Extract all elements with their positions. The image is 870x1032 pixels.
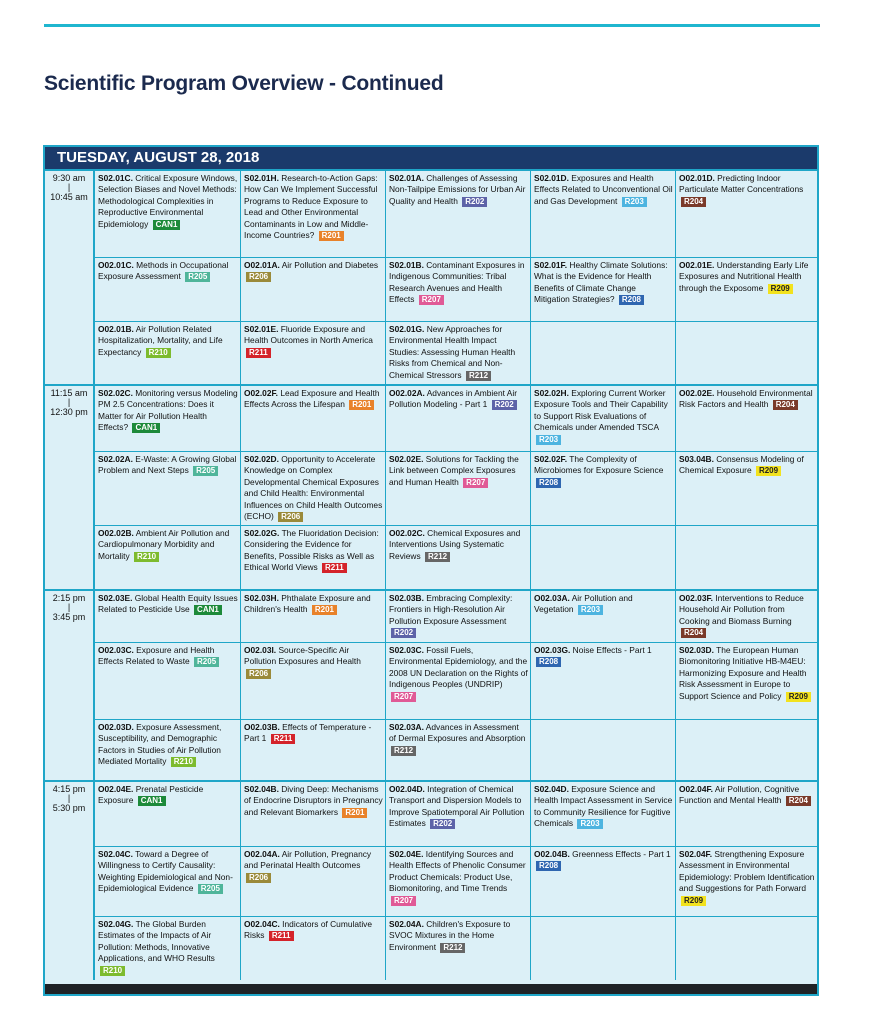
session-cell[interactable]: [385, 643, 530, 719]
time-end: 10:45 am: [50, 192, 88, 202]
room-badge: R207: [391, 692, 416, 702]
session-cell[interactable]: [95, 643, 240, 719]
session-code: S02.04D.: [534, 784, 569, 794]
room-badge: R202: [391, 628, 416, 638]
room-badge: R211: [269, 931, 294, 941]
page-title: Scientific Program Overview - Continued: [44, 72, 444, 95]
session-cell[interactable]: [675, 847, 817, 916]
session-cell[interactable]: [675, 643, 817, 719]
time-separator: |: [67, 397, 71, 407]
session-code: O02.02A.: [389, 388, 425, 398]
session-code: O02.01B.: [98, 324, 134, 334]
room-badge: R212: [391, 746, 416, 756]
schedule-row: [95, 386, 817, 451]
room-badge: R202: [430, 819, 455, 829]
session-title: Identifying Sources and Health Effects of Phenolic Consumer Product Chemicals: Product Use, Biomonitoring, and Time Trends: [389, 849, 526, 894]
room-badge: R208: [536, 861, 561, 871]
session-code: S02.02D.: [244, 454, 279, 464]
session-title: Greenness Effects - Part 1: [569, 849, 671, 859]
session-title: New Approaches for Environmental Health Impact Studies: Assessing Human Health Risks from Chemical and Non-Chemical Stressors: [389, 324, 516, 380]
schedule-row: [95, 171, 817, 257]
session-cell[interactable]: [530, 171, 675, 257]
time-separator: |: [67, 602, 71, 612]
room-badge: R205: [185, 272, 210, 282]
session-cell[interactable]: [385, 386, 530, 451]
room-badge: R210: [146, 348, 171, 358]
room-badge: R205: [194, 657, 219, 667]
session-code: O02.04D.: [389, 784, 425, 794]
session-title: Air Pollution Related Hospitalization, Mortality, and Life Expectancy: [98, 324, 223, 357]
session-code: S02.02G.: [244, 528, 280, 538]
session-code: S02.03C.: [389, 645, 424, 655]
schedule-row: [95, 846, 817, 916]
session-code: S02.02E.: [389, 454, 424, 464]
room-badge: R204: [786, 796, 811, 806]
session-cell[interactable]: [530, 643, 675, 719]
room-badge: R209: [786, 692, 811, 702]
room-badge: R204: [773, 400, 798, 410]
session-title: Embracing Complexity: Frontiers in High-Resolution Air Pollution Exposure Assessment: [389, 593, 513, 626]
session-code: O02.01A.: [244, 260, 280, 270]
room-badge: R211: [246, 348, 271, 358]
session-code: S02.01H.: [244, 173, 279, 183]
table-bottom-bar: [45, 984, 817, 994]
session-title: Methods in Occupational Exposure Assessment: [98, 260, 229, 282]
session-code: S02.01E.: [244, 324, 279, 334]
session-title: Air Pollution, Pregnancy and Perinatal Health Outcomes: [244, 849, 372, 871]
session-title: E-Waste: A Growing Global Problem and Next Steps: [98, 454, 237, 476]
session-cell[interactable]: [530, 782, 675, 846]
session-cell[interactable]: [675, 591, 817, 642]
session-title: Air Pollution and Vegetation: [534, 593, 633, 615]
session-cell[interactable]: [240, 322, 385, 384]
session-cell[interactable]: [385, 847, 530, 916]
time-slot: [45, 171, 95, 384]
session-code: O02.01D.: [679, 173, 715, 183]
room-badge: R204: [681, 628, 706, 638]
session-code: O02.03C.: [98, 645, 134, 655]
session-code: O02.01C.: [98, 260, 134, 270]
session-code: S02.03E.: [98, 593, 133, 603]
session-cell[interactable]: [240, 720, 385, 782]
session-title: Strengthening Exposure Assessment in Environmental Epidemiology: Problem Identification and Suggestions for Path Forward: [679, 849, 815, 894]
room-badge: R202: [492, 400, 517, 410]
session-code: O02.01E.: [679, 260, 715, 270]
session-title: Understanding Early Life Exposures and Nutritional Health through the Exposome: [679, 260, 809, 293]
room-badge: R211: [322, 563, 347, 573]
session-cell[interactable]: [95, 258, 240, 321]
session-code: S02.01A.: [389, 173, 424, 183]
session-cell[interactable]: [95, 847, 240, 916]
session-cell[interactable]: [95, 526, 240, 589]
room-badge: R212: [466, 371, 491, 381]
session-cell[interactable]: [95, 591, 240, 642]
session-code: S02.04C.: [98, 849, 133, 859]
top-divider-rule: [44, 24, 820, 27]
session-cell[interactable]: [530, 258, 675, 321]
session-title: Diving Deep: Mechanisms of Endocrine Disruptors in Pregnancy and Relevant Biomarkers: [244, 784, 383, 817]
room-badge: CAN1: [194, 605, 222, 615]
session-code: S02.01D.: [534, 173, 569, 183]
room-badge: R203: [622, 197, 647, 207]
room-badge: R210: [100, 966, 125, 976]
session-cell[interactable]: [95, 322, 240, 384]
session-title: Global Health Equity Issues Related to Pesticide Use: [98, 593, 238, 615]
session-title: Chemical Exposures and Interventions Using Systematic Reviews: [389, 528, 521, 561]
session-cell[interactable]: [95, 386, 240, 451]
session-code: S02.04G.: [98, 919, 134, 929]
room-badge: R210: [134, 552, 159, 562]
session-title: Phthalate Exposure and Children's Health: [244, 593, 371, 615]
room-badge: R202: [462, 197, 487, 207]
room-badge: CAN1: [132, 423, 160, 433]
session-code: S02.01C.: [98, 173, 133, 183]
session-cell[interactable]: [240, 782, 385, 846]
session-cell[interactable]: [385, 452, 530, 525]
empty-cell: [675, 917, 817, 980]
session-cell[interactable]: [530, 847, 675, 916]
session-cell[interactable]: [385, 322, 530, 384]
empty-cell: [530, 917, 675, 980]
schedule-row: [95, 719, 817, 782]
room-badge: R208: [536, 478, 561, 488]
time-block: [45, 589, 817, 782]
room-badge: R206: [246, 669, 271, 679]
session-cell[interactable]: [240, 452, 385, 525]
session-title: Toward a Degree of Willingness to Certify Causality: Weighting Epidemiological and Non-Epidemiological Evidence: [98, 849, 233, 894]
session-code: O02.04B.: [534, 849, 570, 859]
schedule-row: [95, 782, 817, 846]
session-title: Advances in Ambient Air Pollution Modeling - Part 1: [389, 388, 518, 410]
session-title: Solutions for Tackling the Link between Complex Exposures and Human Health: [389, 454, 519, 487]
session-cell[interactable]: [95, 720, 240, 782]
session-code: O02.03F.: [679, 593, 713, 603]
schedule-table: [43, 145, 819, 996]
time-start: 11:15 am: [50, 388, 88, 398]
session-cell[interactable]: [530, 386, 675, 451]
session-code: S02.04A.: [389, 919, 424, 929]
session-cell[interactable]: [240, 526, 385, 589]
session-code: S02.04B.: [244, 784, 279, 794]
time-slot: [45, 386, 95, 589]
schedule-row: [95, 451, 817, 525]
session-title: Air Pollution and Diabetes: [279, 260, 379, 270]
session-cell[interactable]: [240, 386, 385, 451]
session-title: The Complexity of Microbiomes for Exposure Science: [534, 454, 664, 476]
session-cell[interactable]: [385, 258, 530, 321]
schedule-row: [95, 525, 817, 589]
session-title: The European Human Biomonitoring Initiative HB-M4EU: Harmonizing Exposure and Health Risk Assessment in Europe to Support Science and Policy: [679, 645, 807, 701]
room-badge: R211: [271, 734, 296, 744]
session-title: Exposure and Health Effects Related to Waste: [98, 645, 215, 667]
day-header: TUESDAY, AUGUST 28, 2018: [45, 147, 817, 169]
time-block: [45, 169, 817, 384]
session-cell[interactable]: [95, 917, 240, 980]
session-cell[interactable]: [385, 917, 530, 980]
time-separator: |: [67, 793, 71, 803]
session-title: Predicting Indoor Particulate Matter Concentrations: [679, 173, 804, 195]
time-end: 12:30 pm: [50, 407, 88, 417]
session-code: S02.01F.: [534, 260, 568, 270]
session-code: S02.02F.: [534, 454, 568, 464]
session-title: Prenatal Pesticide Exposure: [98, 784, 204, 806]
session-code: O02.02B.: [98, 528, 134, 538]
session-code: S02.03H.: [244, 593, 279, 603]
session-title: Noise Effects - Part 1: [570, 645, 652, 655]
room-badge: R207: [391, 896, 416, 906]
session-code: S03.04B.: [679, 454, 714, 464]
time-start: 2:15 pm: [52, 593, 86, 603]
session-code: O02.04F.: [679, 784, 713, 794]
room-badge: R210: [171, 757, 196, 767]
time-block: [45, 780, 817, 980]
session-title: Exposure Assessment, Susceptibility, and Demographic Factors in Studies of Air Pollution Mediated Mortality: [98, 722, 222, 767]
room-badge: R201: [312, 605, 337, 615]
session-cell[interactable]: [385, 591, 530, 642]
session-title: Opportunity to Accelerate Knowledge on Complex Developmental Chemical Exposures and Child Health: Environmental Influences on Child Health Outcomes (ECHO): [244, 454, 383, 522]
empty-cell: [530, 720, 675, 782]
room-badge: R206: [278, 512, 303, 522]
session-cell[interactable]: [95, 171, 240, 257]
session-code: S02.02H.: [534, 388, 569, 398]
room-badge: R207: [463, 478, 488, 488]
schedule-row: [95, 257, 817, 321]
session-title: Ambient Air Pollution and Cardiopulmonary Morbidity and Mortality: [98, 528, 230, 561]
room-badge: R201: [319, 231, 344, 241]
room-badge: R205: [198, 884, 223, 894]
session-cell[interactable]: [240, 591, 385, 642]
session-code: S02.03B.: [389, 593, 424, 603]
session-code: S02.02C.: [98, 388, 133, 398]
room-badge: R207: [419, 295, 444, 305]
session-title: The Global Burden Estimates of the Impacts of Air Pollution: Methods, Innovative Applications, and WHO Results: [98, 919, 215, 964]
session-code: O02.04C.: [244, 919, 280, 929]
session-title: Healthy Climate Solutions: What is the Evidence for Health Benefits of Climate Change Mitigation Strategies?: [534, 260, 668, 305]
session-cell[interactable]: [240, 917, 385, 980]
session-cell[interactable]: [675, 386, 817, 451]
session-title: Contaminant Exposures in Indigenous Communities: Tribal Research Avenues and Health Effects: [389, 260, 525, 305]
session-code: O02.04A.: [244, 849, 280, 859]
session-code: S02.02A.: [98, 454, 133, 464]
room-badge: R203: [578, 605, 603, 615]
empty-cell: [530, 526, 675, 589]
schedule-row: [95, 591, 817, 642]
session-code: O02.03B.: [244, 722, 280, 732]
room-badge: R209: [768, 284, 793, 294]
room-badge: R203: [577, 819, 602, 829]
session-code: S02.04E.: [389, 849, 424, 859]
time-separator: |: [67, 182, 71, 192]
session-cell[interactable]: [675, 171, 817, 257]
room-badge: R204: [681, 197, 706, 207]
room-badge: R212: [425, 552, 450, 562]
schedule-row: [95, 321, 817, 384]
schedule-row: [95, 642, 817, 719]
session-cell[interactable]: [385, 782, 530, 846]
session-cell[interactable]: [240, 258, 385, 321]
session-cell[interactable]: [240, 171, 385, 257]
session-title: Advances in Assessment of Dermal Exposures and Absorption: [389, 722, 526, 744]
room-badge: CAN1: [153, 220, 181, 230]
room-badge: R205: [193, 466, 218, 476]
time-end: 3:45 pm: [52, 612, 86, 622]
session-title: The Fluoridation Decision: Considering the Evidence for Benefits, Possible Risks as Well as Ethical World Views: [244, 528, 379, 573]
session-title: Fossil Fuels, Environmental Epidemiology, and the 2008 UN Declaration on the Rights of Indigenous Peoples (UNDRIP): [389, 645, 528, 690]
room-badge: R208: [536, 657, 561, 667]
session-title: Source-Specific Air Pollution Exposures and Health: [244, 645, 361, 667]
time-start: 9:30 am: [52, 173, 86, 183]
time-slot: [45, 591, 95, 782]
empty-cell: [530, 322, 675, 384]
session-title: Monitoring versus Modeling PM 2.5 Concentrations: Does it Matter for Air Pollution Health Effects?: [98, 388, 238, 433]
session-code: S02.01B.: [389, 260, 424, 270]
time-start: 4:15 pm: [52, 784, 86, 794]
session-cell[interactable]: [530, 591, 675, 642]
time-slot: [45, 782, 95, 980]
session-title: Critical Exposure Windows, Selection Biases and Novel Methods: Methodological Complexities in Reproductive Environmental Epidemiology: [98, 173, 238, 229]
session-title: Indicators of Cumulative Risks: [244, 919, 373, 941]
session-title: Exposures and Health Effects Related to Unconventional Oil and Gas Development: [534, 173, 673, 206]
empty-cell: [675, 322, 817, 384]
room-badge: R203: [536, 435, 561, 445]
session-cell[interactable]: [385, 526, 530, 589]
session-title: Effects of Temperature - Part 1: [244, 722, 372, 744]
session-code: O02.03D.: [98, 722, 134, 732]
empty-cell: [675, 526, 817, 589]
session-cell[interactable]: [385, 720, 530, 782]
session-cell[interactable]: [675, 782, 817, 846]
session-title: Exposure Science and Health Impact Assessment in Service to Community Resilience for Fugitive Chemicals: [534, 784, 673, 829]
session-title: Lead Exposure and Health Effects Across the Lifespan: [244, 388, 380, 410]
time-block: [45, 384, 817, 589]
room-badge: R208: [619, 295, 644, 305]
session-cell[interactable]: [95, 452, 240, 525]
session-code: O02.03G.: [534, 645, 571, 655]
schedule-row: [95, 916, 817, 980]
room-badge: CAN1: [138, 796, 166, 806]
session-code: S02.04F.: [679, 849, 713, 859]
session-cell[interactable]: [530, 452, 675, 525]
session-title: Exploring Current Worker Exposure Tools and Their Capability to Support Risk Evaluations of Chemicals under Amended TSCA: [534, 388, 668, 433]
session-cell[interactable]: [675, 452, 817, 525]
room-badge: R201: [349, 400, 374, 410]
session-cell[interactable]: [385, 171, 530, 257]
session-title: Integration of Chemical Transport and Dispersion Models to Improve Spatiotemporal Air Pollution Estimates: [389, 784, 525, 829]
session-code: O02.02F.: [244, 388, 278, 398]
session-code: O02.02E.: [679, 388, 715, 398]
session-code: O02.02C.: [389, 528, 425, 538]
session-title: Fluoride Exposure and Health Outcomes in North America: [244, 324, 373, 346]
room-badge: R201: [342, 808, 367, 818]
room-badge: R212: [440, 943, 465, 953]
session-code: O02.03A.: [534, 593, 570, 603]
time-end: 5:30 pm: [52, 803, 86, 813]
empty-cell: [675, 720, 817, 782]
session-code: S02.01G.: [389, 324, 425, 334]
session-code: O02.04E.: [98, 784, 134, 794]
session-title: Children's Exposure to SVOC Mixtures in the Home Environment: [389, 919, 511, 952]
session-title: Research-to-Action Gaps: How Can We Implement Successful Programs to Reduce Exposure to Lead and Other Environmental Contaminants in Low and Middle-Income Countries?: [244, 173, 378, 241]
session-title: Challenges of Assessing Non-Tailpipe Emissions for Urban Air Quality and Health: [389, 173, 526, 206]
session-code: S02.03D.: [679, 645, 714, 655]
session-code: O02.03I.: [244, 645, 277, 655]
session-code: S02.03A.: [389, 722, 424, 732]
session-title: Consensus Modeling of Chemical Exposure: [679, 454, 804, 476]
session-title: Air Pollution, Cognitive Function and Mental Health: [679, 784, 800, 806]
session-cell[interactable]: [95, 782, 240, 846]
session-cell[interactable]: [240, 643, 385, 719]
session-title: Household Environmental Risk Factors and Health: [679, 388, 813, 410]
room-badge: R209: [756, 466, 781, 476]
session-cell[interactable]: [240, 847, 385, 916]
room-badge: R209: [681, 896, 706, 906]
session-cell[interactable]: [675, 258, 817, 321]
room-badge: R206: [246, 272, 271, 282]
room-badge: R206: [246, 873, 271, 883]
session-title: Interventions to Reduce Household Air Pollution from Cooking and Biomass Burning: [679, 593, 804, 626]
